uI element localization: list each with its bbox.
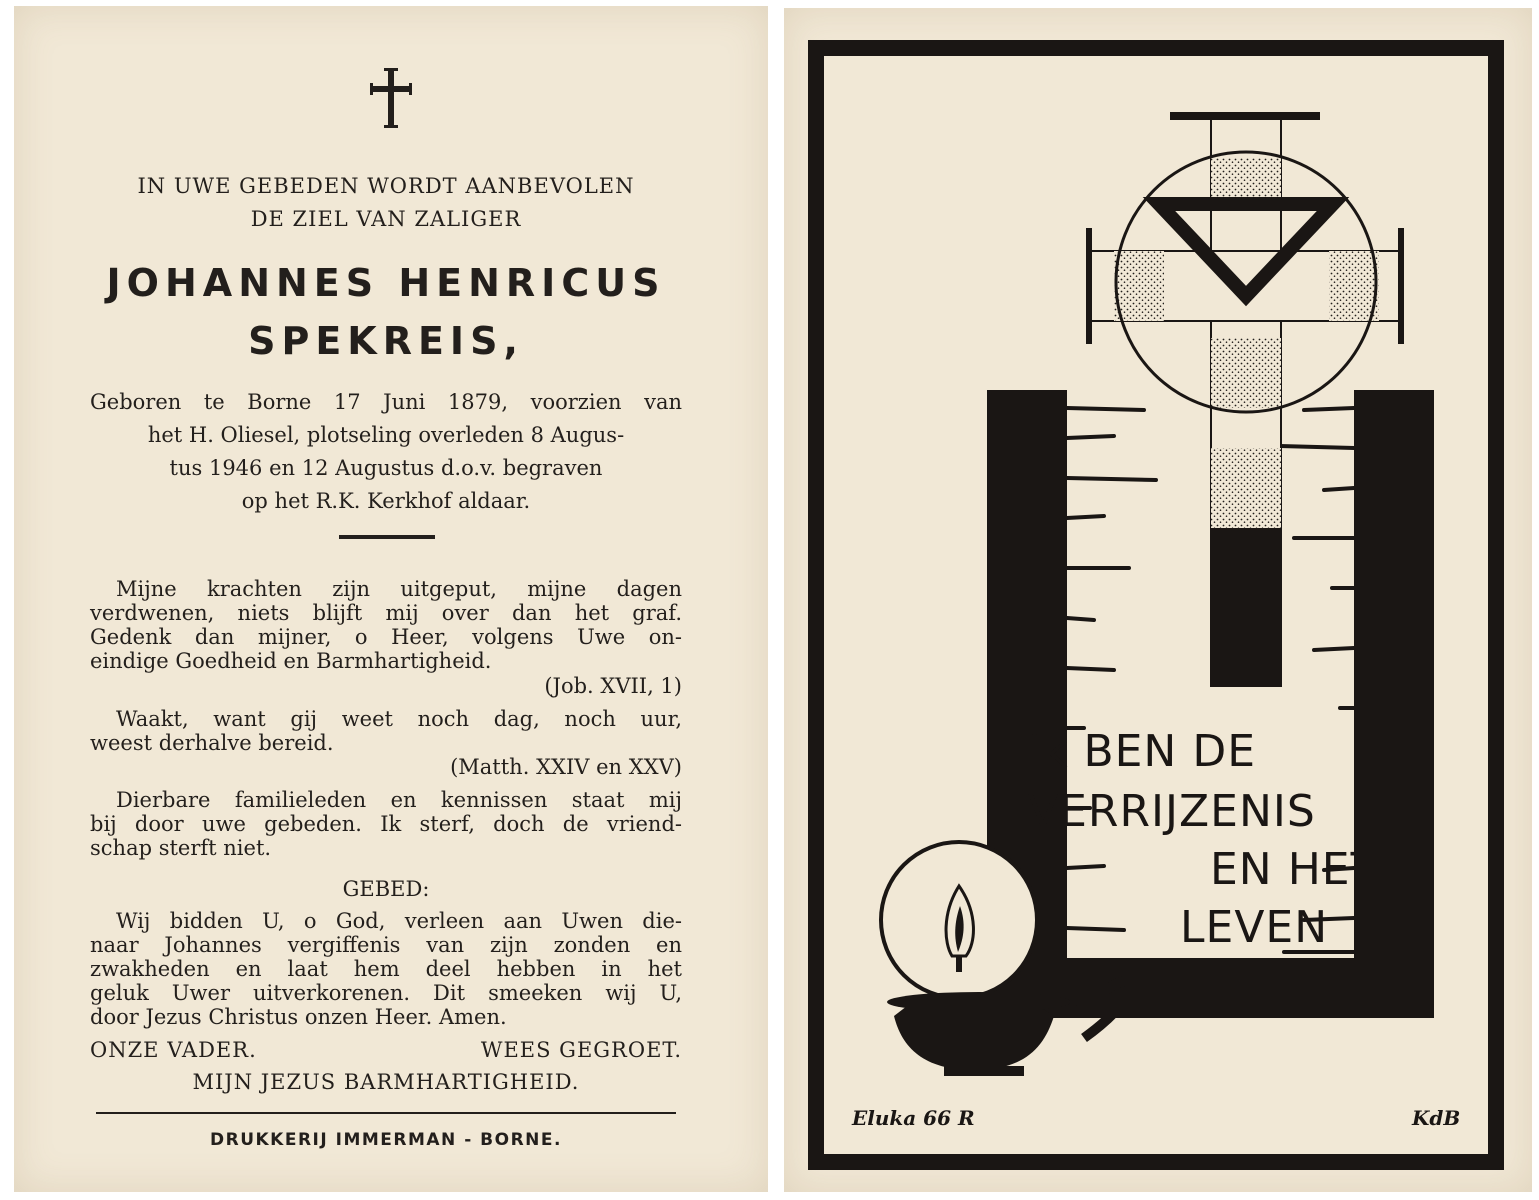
closing-right: WEES GEGROET. — [480, 1038, 682, 1062]
printer-credit: DRUKKERIJ IMMERMAN - BORNE. — [210, 1130, 562, 1150]
resurrection-illustration — [784, 8, 1532, 1192]
verse-reference: (Job. XVII, 1) — [544, 674, 682, 698]
bio-line: op het R.K. Kerkhof aldaar. — [241, 489, 531, 513]
bio-line: tus 1946 en 12 Augustus d.o.v. begraven — [169, 456, 603, 480]
bio-line: Geboren te Borne 17 Juni 1879, voorzien van — [90, 390, 682, 414]
deceased-surname: SPEKREIS, — [248, 319, 524, 363]
verse-line: Gedenk dan mijner, o Heer, volgens Uwe on- — [90, 625, 682, 649]
divider — [339, 535, 435, 539]
verse-line: weest derhalve bereid. — [90, 731, 334, 755]
memorial-card-image-side — [784, 8, 1532, 1192]
motto-line: LEVEN — [1180, 902, 1329, 953]
bio-line: het H. Oliesel, plotseling overleden 8 Augus- — [147, 423, 625, 447]
verse-reference: (Matth. XXIV en XXV) — [450, 755, 682, 779]
motto-line: EN HET — [1210, 844, 1379, 895]
verse-line: bij door uwe gebeden. Ik sterf, doch de vriend- — [90, 812, 682, 836]
prayer-line: Wij bidden U, o God, verleen aan Uwen die- — [116, 909, 682, 933]
motto-line: Ik BEN DE — [1028, 726, 1257, 777]
closing-prayers — [90, 1040, 682, 1061]
deceased-name: JOHANNES HENRICUS — [106, 261, 666, 305]
verse-line: verdwenen, niets blijft mij over dan het graf. — [90, 601, 682, 625]
motto-line: VERRIJZENIS — [1028, 786, 1316, 837]
artist-signature-left: Eluka 66 R — [852, 1106, 975, 1130]
footer-rule — [96, 1112, 676, 1114]
artist-signature-right: KdB — [1412, 1106, 1461, 1130]
prayer-line: zwakheden en laat hem deel hebben in het — [90, 957, 682, 981]
verse-line: schap sterft niet. — [90, 836, 272, 860]
verse-line: Waakt, want gij weet noch dag, noch uur, — [116, 707, 682, 731]
verse-line: Mijne krachten zijn uitgeput, mijne dagen — [116, 577, 682, 601]
prayer-line: naar Johannes vergiffenis van zijn zonden en — [90, 933, 682, 957]
memorial-card-text-side — [14, 6, 768, 1192]
intro-line: DE ZIEL VAN ZALIGER — [250, 207, 522, 231]
prayer-heading: GEBED: — [342, 877, 430, 901]
prayer-line: door Jezus Christus onzen Heer. Amen. — [90, 1005, 507, 1029]
verse-line: Dierbare familieleden en kennissen staat mij — [116, 788, 682, 812]
cross-icon — [14, 66, 768, 134]
verse-line: eindige Goedheid en Barmhartigheid. — [90, 649, 492, 673]
prayer-line: geluk Uwer uitverkorenen. Dit smeeken wij U, — [90, 981, 682, 1005]
closing-left: ONZE VADER. — [90, 1038, 257, 1062]
intro-line: IN UWE GEBEDEN WORDT AANBEVOLEN — [137, 174, 635, 198]
closing-last: MIJN JEZUS BARMHARTIGHEID. — [192, 1070, 580, 1094]
